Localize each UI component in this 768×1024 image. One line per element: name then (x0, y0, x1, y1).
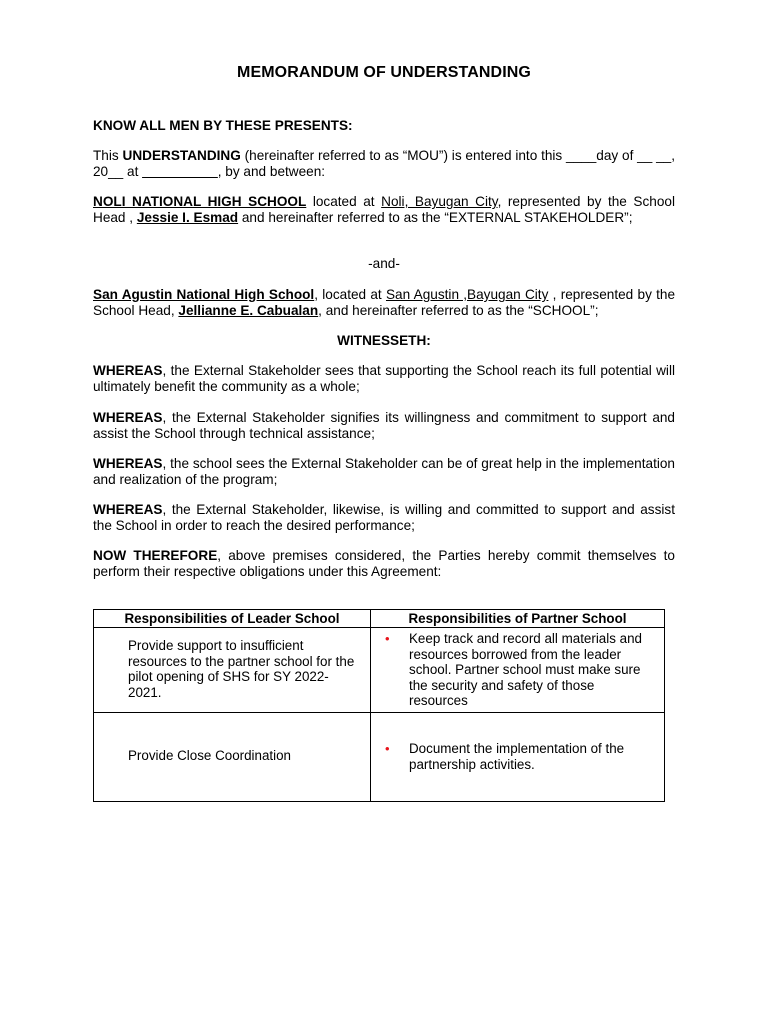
whereas-clause-1: WHEREAS, the External Stakeholder sees that supporting the School reach its full potential will ultimately benefit the community as a whole; (93, 363, 675, 394)
table-header-row (94, 610, 665, 628)
whereas-clause-3: WHEREAS, the school sees the External Stakeholder can be of great help in the implementation and realization of the program; (93, 456, 675, 487)
table-row (94, 628, 665, 713)
whereas-clause-4: WHEREAS, the External Stakeholder, likewise, is willing and committed to support and assist the School in order to reach the desired performance; (93, 502, 675, 533)
column-header-leader: Responsibilities of Leader School (94, 610, 371, 628)
bullet-icon: • (385, 741, 390, 756)
responsibilities-table (93, 609, 665, 802)
intro-heading: KNOW ALL MEN BY THESE PRESENTS: (93, 118, 353, 133)
now-therefore-clause: NOW THEREFORE, above premises considered, the Parties hereby commit themselves to perform their respective obligations under this Agreement: (93, 548, 675, 579)
table-cell-leader: Provide support to insufficient resources to the partner school for the pilot opening of SHS for SY 2022-2021. (94, 628, 371, 713)
bullet-icon: • (385, 631, 390, 646)
table-cell-partner: • Document the implementation of the partnership activities. (371, 713, 665, 802)
paragraph-external-stakeholder: NOLI NATIONAL HIGH SCHOOL located at Noli, Bayugan City, represented by the School Head , Jessie I. Esmad and hereinafter referred to as the “EXTERNAL STAKEHOLDER”; (93, 194, 675, 225)
document-title: MEMORANDUM OF UNDERSTANDING (237, 64, 531, 81)
witnesseth-heading: WITNESSETH: (337, 333, 431, 348)
paragraph-understanding: This UNDERSTANDING (hereinafter referred to as “MOU”) is entered into this ____day of __ __, 20__ at __________, by and between: (93, 148, 675, 179)
table-row (94, 713, 665, 802)
and-separator: -and- (368, 256, 400, 271)
table-cell-leader: Provide Close Coordination (94, 713, 371, 802)
paragraph-school: San Agustin National High School, located at San Agustin ,Bayugan City , represented by the School Head, Jellianne E. Cabualan, and hereinafter referred to as the “SCHOOL”; (93, 287, 676, 318)
table-cell-partner: • Keep track and record all materials and resources borrowed from the leader school. Partner school must make sure the security and safety of those resources (371, 628, 665, 713)
column-header-partner: Responsibilities of Partner School (371, 610, 665, 628)
whereas-clause-2: WHEREAS, the External Stakeholder signifies its willingness and commitment to support and assist the School through technical assistance; (93, 410, 675, 441)
